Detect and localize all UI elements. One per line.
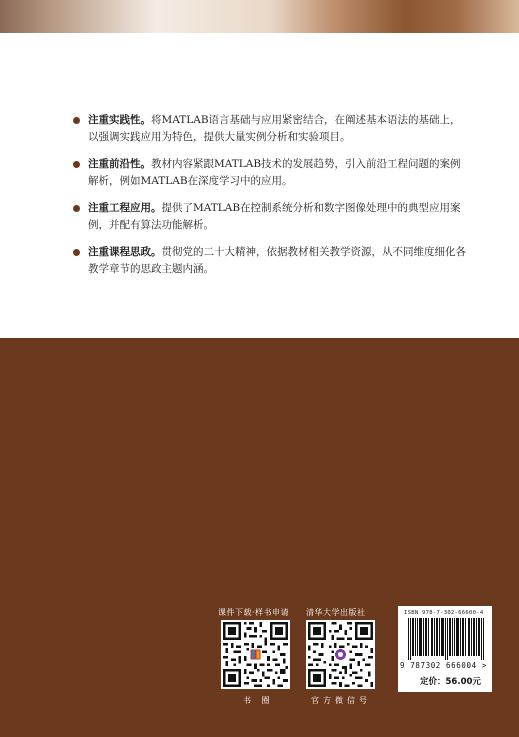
feature-text: 教材内容紧跟MATLAB技术的发展趋势，引入前沿工程问题的案例解析，例如MATLAB在深度学习中的应用。 — [88, 158, 461, 187]
qr-code-right — [306, 620, 375, 689]
price-value: 56.00元 — [445, 677, 481, 687]
feature-title: 注重工程应用。 — [88, 202, 162, 214]
bullet-icon — [73, 117, 80, 124]
bullet-icon — [73, 249, 80, 256]
qr-right-label: 清华大学出版社 — [306, 608, 366, 617]
feature-item — [76, 244, 466, 278]
feature-text: 提供了MATLAB在控制系统分析和数字图像处理中的典型应用案例，并配有算法功能解析。 — [88, 202, 461, 231]
feature-text: 贯彻党的二十大精神，依据教材相关教学资源，从不同维度细化各教学章节的思政主题内涵。 — [88, 246, 466, 275]
bullet-icon — [73, 161, 80, 168]
feature-list — [76, 112, 466, 288]
barcode-number: 9 787302 666004 > — [400, 661, 487, 670]
qr-right-caption: 官方微信号 — [311, 696, 371, 705]
price — [420, 675, 481, 687]
qr-left-label: 课件下载·样书申请 — [218, 608, 290, 617]
feature-item — [76, 156, 466, 190]
isbn-text: ISBN 978-7-302-66600-4 — [404, 610, 484, 616]
feature-title: 注重课程思政。 — [88, 246, 162, 258]
feature-text: 将MATLAB语言基础与应用紧密结合，在阐述基本语法的基础上，以强调实践应用为特色，提供大量实例分析和实验项目。 — [88, 114, 461, 143]
barcode-icon — [408, 618, 486, 660]
bullet-icon — [73, 205, 80, 212]
isbn-barcode — [398, 606, 492, 692]
qr-code-right-icon — [308, 622, 373, 687]
price-label: 定价： — [420, 677, 446, 687]
top-decorative-band — [0, 0, 519, 33]
feature-item — [76, 200, 466, 234]
feature-title: 注重前沿性。 — [88, 158, 151, 170]
feature-title: 注重实践性。 — [88, 114, 151, 126]
qr-left-caption: 书 圈 — [243, 696, 274, 705]
qr-code-left — [221, 620, 290, 689]
qr-code-left-icon — [223, 622, 288, 687]
feature-item — [76, 112, 466, 146]
